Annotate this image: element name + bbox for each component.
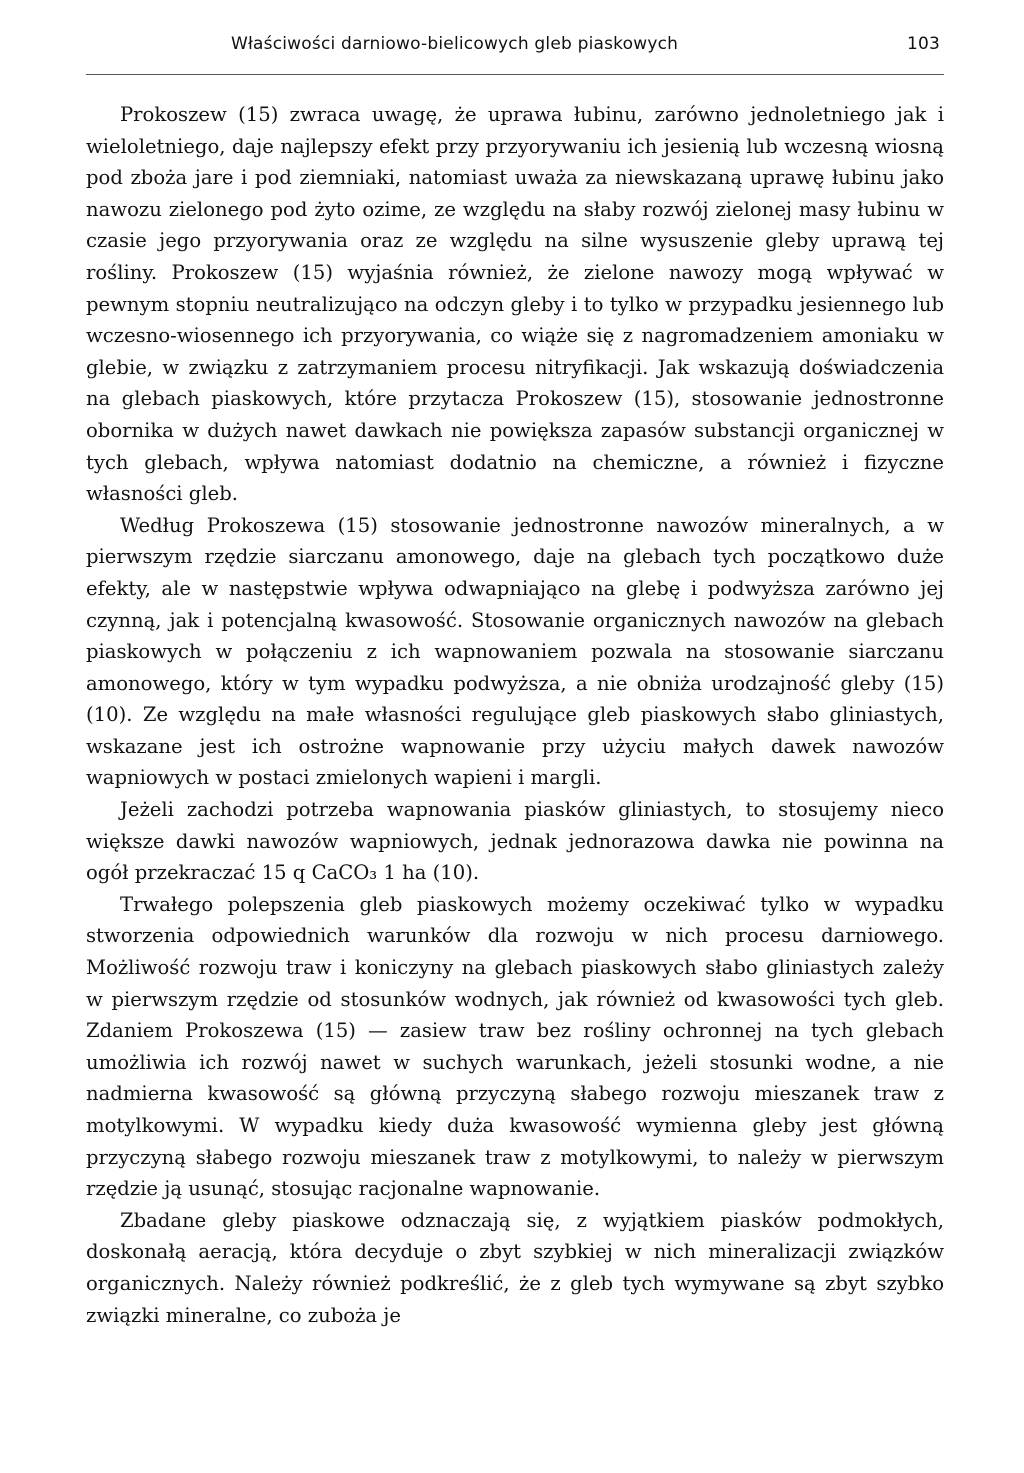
paragraph-2: Według Prokoszewa (15) stosowanie jednostronne nawozów mineralnych, a w pierwszym rzędzie siarczanu amonowego, daje na glebach tych początkowo duże efekty, ale w następstwie wpływa odwapniająco na glebę i podwyższa zarówno jej czynną, jak i potencjalną kwasowość. Stosowanie organicznych nawozów na glebach piaskowych w połączeniu z ich wapnowaniem pozwala na stosowanie siarczanu amonowego, który w tym wypadku podwyższa, a nie obniża urodzajność gleby (15) (10). Ze względu na małe własności regulujące gleb piaskowych słabo gliniastych, wskazane jest ich ostrożne wapnowanie przy użyciu małych dawek nawozów wapniowych w postaci zmielonych wapieni i margli. bbox=[86, 513, 944, 790]
paragraph-3: Jeżeli zachodzi potrzeba wapnowania piasków gliniastych, to stosujemy nieco większe dawki nawozów wapniowych, jednak jednorazowa dawka nie powinna na ogół przekraczać 15 q CaCO₃ 1 ha (10). bbox=[86, 798, 944, 885]
paragraph-5: Zbadane gleby piaskowe odznaczają się, z wyjątkiem piasków podmokłych, doskonałą aeracją, która decyduje o zbyt szybkiej w nich mineralizacji związków organicznych. Należy również podkreślić, że z gleb tych wymywane są zbyt szybko związki mineralne, co zuboża je bbox=[86, 1208, 944, 1327]
body-text bbox=[86, 99, 944, 1331]
header-rule bbox=[86, 74, 944, 75]
page-number: 103 bbox=[906, 34, 940, 54]
book-page bbox=[86, 22, 944, 1331]
paragraph-4: Trwałego polepszenia gleb piaskowych możemy oczekiwać tylko w wypadku stworzenia odpowiednich warunków dla rozwoju w nich procesu darniowego. Możliwość rozwoju traw i koniczyny na glebach piaskowych słabo gliniastych zależy w pierwszym rzędzie od stosunków wodnych, jak również od kwasowości tych gleb. Zdaniem Prokoszewa (15) — zasiew traw bez rośliny ochronnej na tych glebach umożliwia ich rozwój nawet w suchych warunkach, jeżeli stosunki wodne, a nie nadmierna kwasowość są główną przyczyną słabego rozwoju mieszanek traw z motylkowymi. W wypadku kiedy duża kwasowość wymienna gleby jest główną przyczyną słabego rozwoju mieszanek traw z motylkowymi, to należy w pierwszym rzędzie ją usunąć, stosując racjonalne wapnowanie. bbox=[86, 892, 944, 1201]
running-head bbox=[86, 22, 944, 62]
running-head-title: Właściwości darniowo-bielicowych gleb piaskowych bbox=[231, 34, 679, 54]
paragraph-1: Prokoszew (15) zwraca uwagę, że uprawa łubinu, zarówno jednoletniego jak i wieloletniego, daje najlepszy efekt przy przyorywaniu ich jesienią lub wczesną wiosną pod zboża jare i pod ziemniaki, natomiast uważa za niewskazaną uprawę łubinu jako nawozu zielonego pod żyto ozime, ze względu na słaby rozwój zielonej masy łubinu w czasie jego przyorywania oraz ze względu na silne wysuszenie gleby uprawą tej rośliny. Prokoszew (15) wyjaśnia również, że zielone nawozy mogą wpływać w pewnym stopniu neutralizująco na odczyn gleby i to tylko w przypadku jesiennego lub wczesno-wiosennego ich przyorywania, co wiąże się z nagromadzeniem amoniaku w glebie, w związku z zatrzymaniem procesu nitryfikacji. Jak wskazują doświadczenia na glebach piaskowych, które przytacza Prokoszew (15), stosowanie jednostronne obornika w dużych nawet dawkach nie powiększa zapasów substancji organicznej w tych glebach, wpływa natomiast dodatnio na chemiczne, a również i fizyczne własności gleb. bbox=[86, 103, 944, 506]
